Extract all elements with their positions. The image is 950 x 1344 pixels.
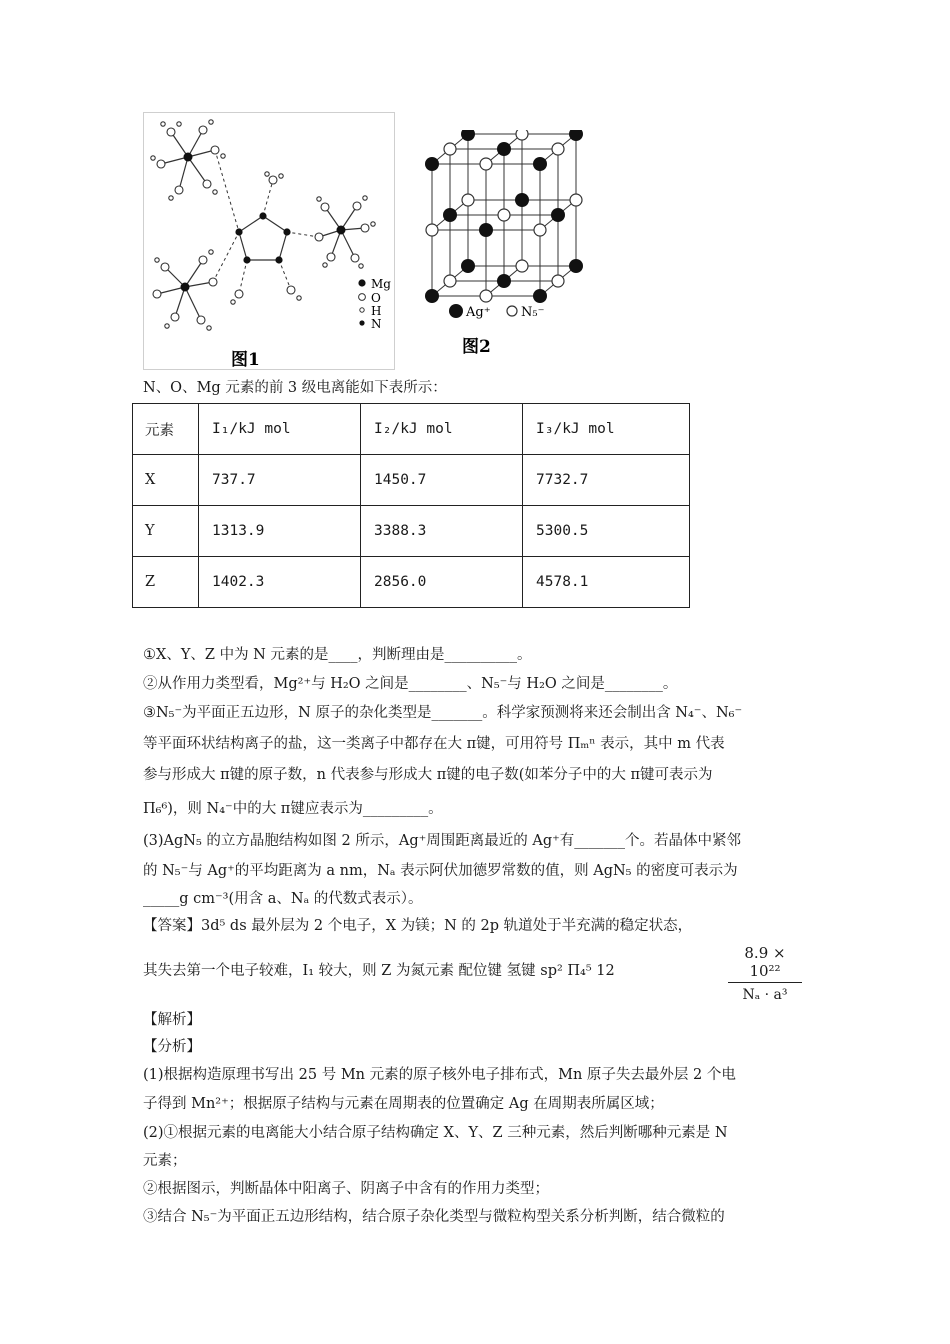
- header-i3: I₃/kJ mol: [523, 404, 690, 455]
- header-i2: I₂/kJ mol: [361, 404, 523, 455]
- table-header-row: [133, 404, 690, 455]
- question-3-line-4: Π₆⁶)，则 N₄⁻中的大 π键应表示为_________。: [143, 801, 443, 817]
- analysis-p1-line-2: 子得到 Mn²⁺；根据原子结构与元素在周期表的位置确定 Ag 在周期表所属区域；: [143, 1096, 664, 1112]
- legend-ag: Ag⁺: [466, 305, 491, 320]
- legend-mg: Mg: [371, 277, 391, 291]
- analysis-p2-line-2: 元素；: [143, 1153, 187, 1169]
- question-4-line-1: (3)AgN₅ 的立方晶胞结构如图 2 所示，Ag⁺周围距离最近的 Ag⁺有_______个。若晶体中紧邻: [143, 833, 742, 849]
- answer-label: 【答案】: [143, 918, 201, 934]
- legend-n: N: [371, 317, 382, 331]
- cell-i1: 1313.9: [199, 506, 361, 557]
- cell-i3: 7732.7: [523, 455, 690, 506]
- legend-h: H: [371, 304, 382, 318]
- answer-text-1: 3d⁵ ds 最外层为 2 个电子，X 为镁；N 的 2p 轨道处于半充满的稳定状态，: [201, 918, 693, 934]
- header-i1: I₁/kJ mol: [199, 404, 361, 455]
- question-3-line-3: 参与形成大 π键的原子数，n 代表参与形成大 π键的电子数(如苯分子中的大 π键可表示为: [143, 767, 713, 783]
- cell-i3: 4578.1: [523, 557, 690, 608]
- answer-line-2: 其失去第一个电子较难，I₁ 较大，则 Z 为氮元素 配位键 氢键 sp² Π₄⁵ 12: [143, 963, 615, 979]
- question-4-line-3: _____g cm⁻³(用含 a、Nₐ 的代数式表示）。: [143, 891, 423, 907]
- fraction-denominator: Nₐ · a³: [742, 987, 788, 1003]
- figure-2-legend: [449, 304, 544, 320]
- question-3-line-1: ③N₅⁻为平面正五边形，N 原子的杂化类型是_______。科学家预测将来还会制出含 N₄⁻、N₆⁻: [143, 705, 743, 721]
- figure-1-legend: [358, 277, 391, 331]
- cell-element: Y: [133, 506, 199, 557]
- cell-i2: 1450.7: [361, 455, 523, 506]
- cell-i2: 2856.0: [361, 557, 523, 608]
- cell-element: Z: [133, 557, 199, 608]
- header-element: 元素: [133, 404, 199, 455]
- figure-2: [420, 130, 590, 355]
- answer-line-1: [143, 917, 692, 935]
- question-3-line-2: 等平面环状结构离子的盐，这一类离子中都存在大 π键，可用符号 Πₘⁿ 表示，其中 m 代表: [143, 736, 725, 752]
- question-4-line-2: 的 N₅⁻与 Ag⁺的平均距离为 a nm，Nₐ 表示阿伏加德罗常数的值，则 AgN₅ 的密度可表示为: [143, 863, 738, 879]
- table-row: [133, 506, 690, 557]
- cell-i2: 3388.3: [361, 506, 523, 557]
- fraction-numerator: 8.9 × 10²²: [728, 944, 802, 983]
- cell-i1: 737.7: [199, 455, 361, 506]
- answer-fraction: [728, 944, 802, 1003]
- cell-i1: 1402.3: [199, 557, 361, 608]
- fenxi-heading: 【分析】: [143, 1039, 201, 1055]
- analysis-p2-line-1: (2)①根据元素的电离能大小结合原子结构确定 X、Y、Z 三种元素，然后判断哪种元素是 N: [143, 1125, 728, 1141]
- figure-2-caption: 图2: [462, 337, 491, 355]
- intro-line: N、O、Mg 元素的前 3 级电离能如下表所示：: [143, 380, 447, 396]
- question-1: ①X、Y、Z 中为 N 元素的是____，判断理由是__________。: [143, 647, 532, 663]
- table-row: [133, 455, 690, 506]
- table-row: [133, 557, 690, 608]
- figure-1-caption: 图1: [231, 350, 260, 370]
- analysis-p4: ③结合 N₅⁻为平面正五边形结构，结合原子杂化类型与微粒构型关系分析判断，结合微粒的: [143, 1209, 725, 1225]
- figure-1: [143, 112, 395, 370]
- jiexi-heading: 【解析】: [143, 1012, 201, 1028]
- ionization-table: [132, 403, 690, 608]
- analysis-p3: ②根据图示，判断晶体中阳离子、阴离子中含有的作用力类型；: [143, 1181, 549, 1197]
- legend-o: O: [371, 291, 381, 305]
- analysis-p1-line-1: (1)根据构造原理书写出 25 号 Mn 元素的原子核外电子排布式，Mn 原子失去最外层 2 个电: [143, 1067, 736, 1083]
- cell-i3: 5300.5: [523, 506, 690, 557]
- legend-n5: N₅⁻: [521, 305, 545, 320]
- question-2: ②从作用力类型看，Mg²⁺与 H₂O 之间是________、N₅⁻与 H₂O 之间是________。: [143, 676, 678, 692]
- cell-element: X: [133, 455, 199, 506]
